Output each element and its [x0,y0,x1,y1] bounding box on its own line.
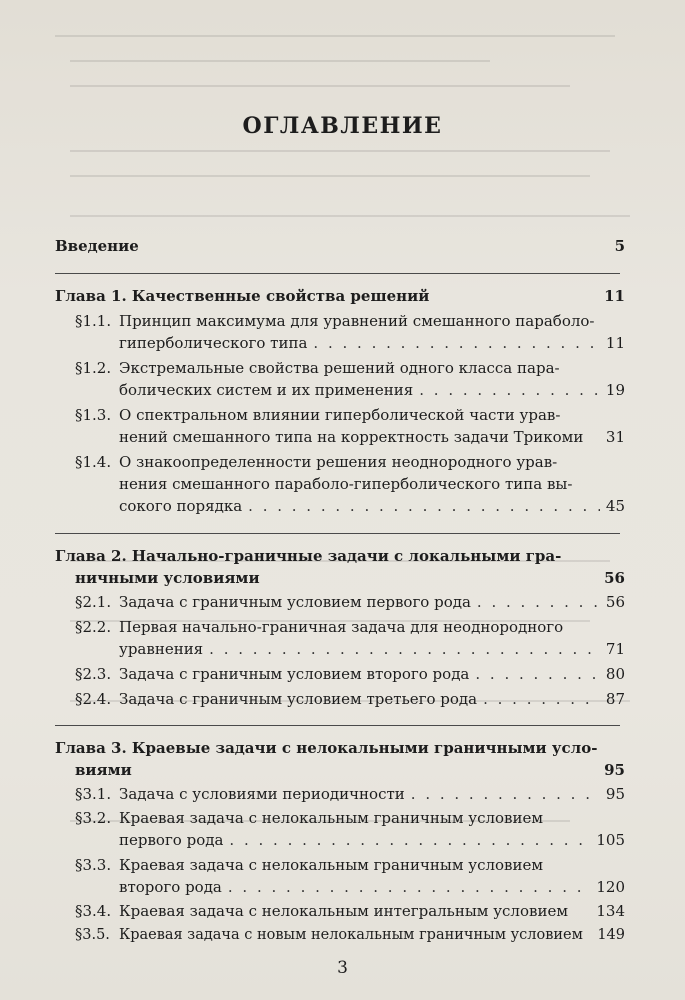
toc-chapter-3[interactable] [55,738,625,758]
section-page: 45 [605,497,625,515]
toc-section-1-1-cont[interactable] [119,333,625,353]
section-page: 95 [605,785,625,803]
chapter-2-heading: ничными условиями [75,569,260,587]
toc-section-3-2-cont[interactable] [119,830,625,850]
page-title: ОГЛАВЛЕНИЕ [242,113,443,139]
section-number: §2.3. [75,665,112,683]
leader-dots [475,664,600,684]
section-number: §1.4. [75,453,112,471]
toc-section-1-2-cont[interactable] [119,380,625,400]
toc-entry-intro[interactable] [55,236,625,256]
section-title-line: сокого порядка [119,497,243,515]
toc-section-2-3[interactable] [75,664,625,684]
section-title-line: Принцип максимума для уравнений смешанного параболо- [119,312,595,330]
section-title-line: Краевая задача с нелокальным интегральным условием [119,902,568,920]
leader-dots [419,380,600,400]
divider [55,725,620,726]
toc-chapter-1[interactable] [55,286,625,306]
chapter-3-page: 95 [604,761,625,779]
toc-section-2-4[interactable] [75,689,625,709]
toc-section-1-2[interactable] [75,358,625,378]
chapter-3-heading: виями [75,761,132,779]
section-title-line: Краевая задача с новым нелокальным граничным условием [119,927,583,943]
leader-dots [248,496,600,516]
section-title-line: Задача с граничным условием первого рода [119,593,471,611]
section-number: §2.4. [75,690,112,708]
section-number: §1.3. [75,406,112,424]
section-title-line: Первая начально-граничная задача для неоднородного [119,618,564,636]
section-page: 105 [596,831,625,849]
section-number: §3.2. [75,809,112,827]
toc-section-3-4[interactable] [75,901,625,921]
section-title-line: О спектральном влиянии гиперболической части урав- [119,406,561,424]
intro-page: 5 [614,237,625,255]
section-title-line: Задача с условиями периодичности [119,785,405,803]
section-title-line: нения смешанного параболо-гиперболического типа вы- [119,475,573,493]
toc-section-1-4-cont2[interactable] [119,496,625,516]
section-title-line: Задача с граничным условием второго рода [119,665,470,683]
chapter-1-page: 11 [604,287,625,305]
toc-section-1-3-cont[interactable] [119,427,625,447]
section-page: 71 [605,640,625,658]
toc-section-3-3[interactable] [75,855,625,875]
section-page: 87 [605,690,625,708]
section-number: §3.5. [75,927,110,943]
section-title-line: Краевая задача с нелокальным граничным условием [119,856,544,874]
leader-dots [228,877,590,897]
section-number: §2.1. [75,593,112,611]
toc-section-1-3[interactable] [75,405,625,425]
section-title-line: второго рода [119,878,222,896]
toc-section-2-1[interactable] [75,592,625,612]
toc-chapter-3-cont[interactable] [75,760,625,780]
toc-section-1-1[interactable] [75,311,625,331]
section-page: 120 [596,878,625,896]
divider [55,533,620,534]
section-page: 149 [597,927,625,943]
section-number: §3.1. [75,785,112,803]
leader-dots [411,784,600,804]
section-page: 56 [605,593,625,611]
toc-section-3-5[interactable] [75,925,625,945]
section-title-line: гиперболического типа [119,334,308,352]
toc-section-3-1[interactable] [75,784,625,804]
toc-section-1-4-cont[interactable] [119,474,625,494]
section-number: §2.2. [75,618,112,636]
toc-section-2-2-cont[interactable] [119,639,625,659]
chapter-1-heading: Глава 1. Качественные свойства решений [55,287,430,305]
section-page: 80 [605,665,625,683]
section-page: 19 [605,381,625,399]
leader-dots [483,689,600,709]
section-number: §3.3. [75,856,112,874]
section-title-line: болических систем и их применения [119,381,414,399]
leader-dots [313,333,599,353]
leader-dots [229,830,590,850]
chapter-2-heading: Глава 2. Начально-граничные задачи с локальными гра- [55,547,562,565]
section-title-line: нений смешанного типа на корректность задачи Трикоми [119,428,584,446]
section-page: 134 [596,902,625,920]
divider [55,273,620,274]
toc-section-3-2[interactable] [75,808,625,828]
toc-chapter-2-cont[interactable] [75,568,625,588]
section-title-line: Экстремальные свойства решений одного класса пара- [119,359,560,377]
section-title-line: Задача с граничным условием третьего рода [119,690,478,708]
page-number: 3 [337,958,348,978]
toc-section-3-3-cont[interactable] [119,877,625,897]
section-page: 11 [605,334,625,352]
leader-dots [477,592,600,612]
section-number: §3.4. [75,902,112,920]
toc-chapter-2[interactable] [55,546,625,566]
leader-dots [209,639,600,659]
section-number: §1.1. [75,312,112,330]
intro-label: Введение [55,237,139,255]
section-title-line: первого рода [119,831,224,849]
section-number: §1.2. [75,359,112,377]
toc-section-2-2[interactable] [75,617,625,637]
section-title-line: О знакоопределенности решения неоднородного урав- [119,453,558,471]
section-title-line: Краевая задача с нелокальным граничным условием [119,809,544,827]
section-page: 31 [605,428,625,446]
chapter-3-heading: Глава 3. Краевые задачи с нелокальными граничными усло- [55,739,598,757]
section-title-line: уравнения [119,640,204,658]
toc-section-1-4[interactable] [75,452,625,472]
chapter-2-page: 56 [604,569,625,587]
